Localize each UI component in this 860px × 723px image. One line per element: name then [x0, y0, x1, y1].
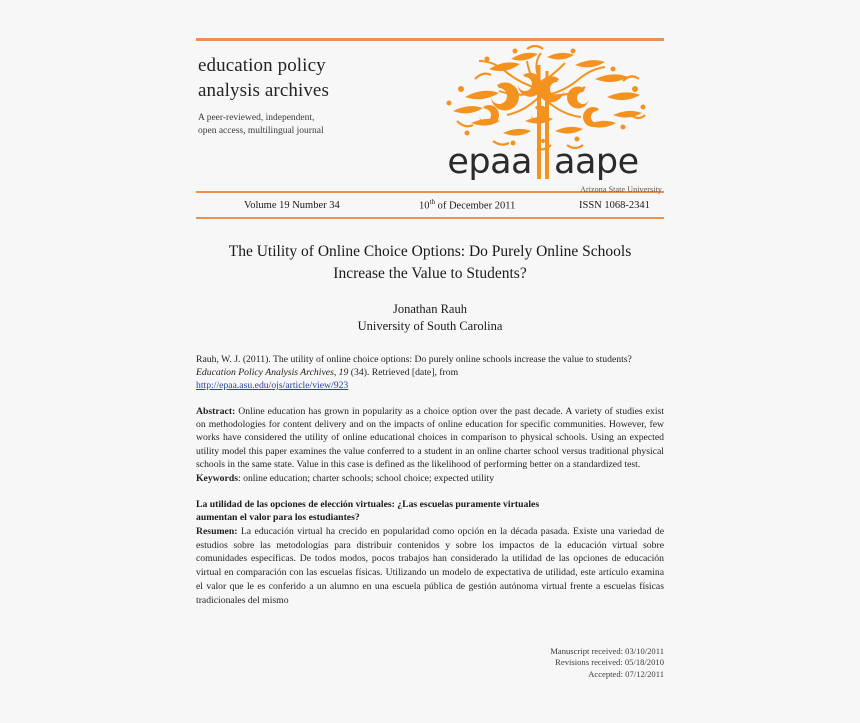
volume-number: Volume 19 Number 34 [244, 199, 340, 211]
keywords-block [196, 472, 664, 485]
article-body [196, 219, 664, 608]
journal-tagline [198, 112, 408, 138]
journal-title-line-2: analysis archives [198, 80, 329, 101]
abstract-text: Online education has grown in popularity as a choice option over the past decade. A variety of studies exist on methodologies for content delivery and on the impacts of online education for specific communities. However, few works have considered the utility of online educational choices in comparison to physical schools. Using an expected utility model this paper examines the value conferred to a student in an online charter school versus traditional physical schools in the same state. Value in this case is defined as the likelihood of performing better on a standardized test. [196, 405, 664, 471]
manuscript-received-date: Manuscript received: 03/10/2011 [550, 646, 664, 656]
abstract-block [196, 405, 664, 472]
volume-bar [196, 193, 664, 217]
citation-block [196, 353, 664, 393]
journal-tagline-line-1: A peer-reviewed, independent, [198, 113, 315, 123]
spanish-title [196, 498, 664, 525]
journal-title-line-1: education policy [198, 55, 326, 76]
article-title-line-1: The Utility of Online Choice Options: Do Purely Online Schools [228, 243, 632, 260]
wordmark-left: epaa [447, 141, 532, 182]
submission-dates [550, 646, 664, 680]
trunk-bars-icon [532, 145, 554, 179]
resumen-text: La educación virtual ha crecido en popularidad como opción en la década pasada. Existe una variedad de estudios sobre las metodologías para distribuir contenidos y sobre los impactos de la educación virtual sobre comunidades específicas. De todos modos, pocos trabajos han considerado la utilidad de las opciones de educación virtual en comparación con las escuelas físicas. Utilizando un modelo de expectativa de utilidad, este artículo examina el valor que le es conferido a un alumno en una escuela pública de gestión autónoma virtual frente a escuelas físicas tradicionales del mismo [196, 525, 664, 606]
keywords-text: : online education; charter schools; school choice; expected utility [237, 472, 495, 484]
wordmark-right: aape [554, 141, 639, 182]
journal-masthead [196, 41, 664, 194]
keywords-label: Keywords [196, 472, 238, 484]
resumen-label: Resumen: [196, 525, 238, 537]
author-name: Jonathan Rauh [393, 302, 467, 316]
citation-url-link[interactable]: http://epaa.asu.edu/ojs/article/view/923 [196, 380, 349, 392]
journal-tagline-line-2: open access, multilingual journal [198, 126, 324, 136]
citation-journal-name: Education Policy Analysis Archives, 19 [196, 367, 349, 379]
spanish-abstract-block [196, 525, 664, 608]
author-affiliation: University of South Carolina [357, 319, 503, 333]
article-title-line-2: Increase the Value to Students? [333, 265, 527, 282]
page-title [196, 241, 664, 285]
masthead-text-block [198, 53, 408, 138]
citation-text-part-2: (34). Retrieved [date], from [348, 367, 459, 379]
epaa-aape-wordmark [425, 142, 661, 182]
revisions-received-date: Revisions received: 05/18/2010 [555, 657, 664, 668]
accepted-date: Accepted: 07/12/2011 [588, 668, 664, 679]
journal-title [198, 53, 408, 103]
abstract-label: Abstract: [196, 405, 236, 417]
date-ordinal-suffix: th [429, 198, 435, 207]
publication-date: 10th of December 2011 [419, 198, 516, 212]
ornate-tree-icon [427, 45, 659, 157]
citation-text-part-1: Rauh, W. J. (2011). The utility of online choice options: Do purely online schools increase the value to students? [196, 354, 632, 365]
spanish-title-line-1: La utilidad de las opciones de elección virtuales: ¿Las escuelas puramente virtuales [196, 499, 540, 511]
journal-logo-block [419, 41, 664, 194]
issn: ISSN 1068-2341 [579, 199, 650, 211]
page-content [196, 38, 664, 679]
publisher-name: Arizona State University [580, 185, 662, 194]
spanish-title-line-2: aumentan el valor para los estudiantes? [196, 512, 360, 524]
